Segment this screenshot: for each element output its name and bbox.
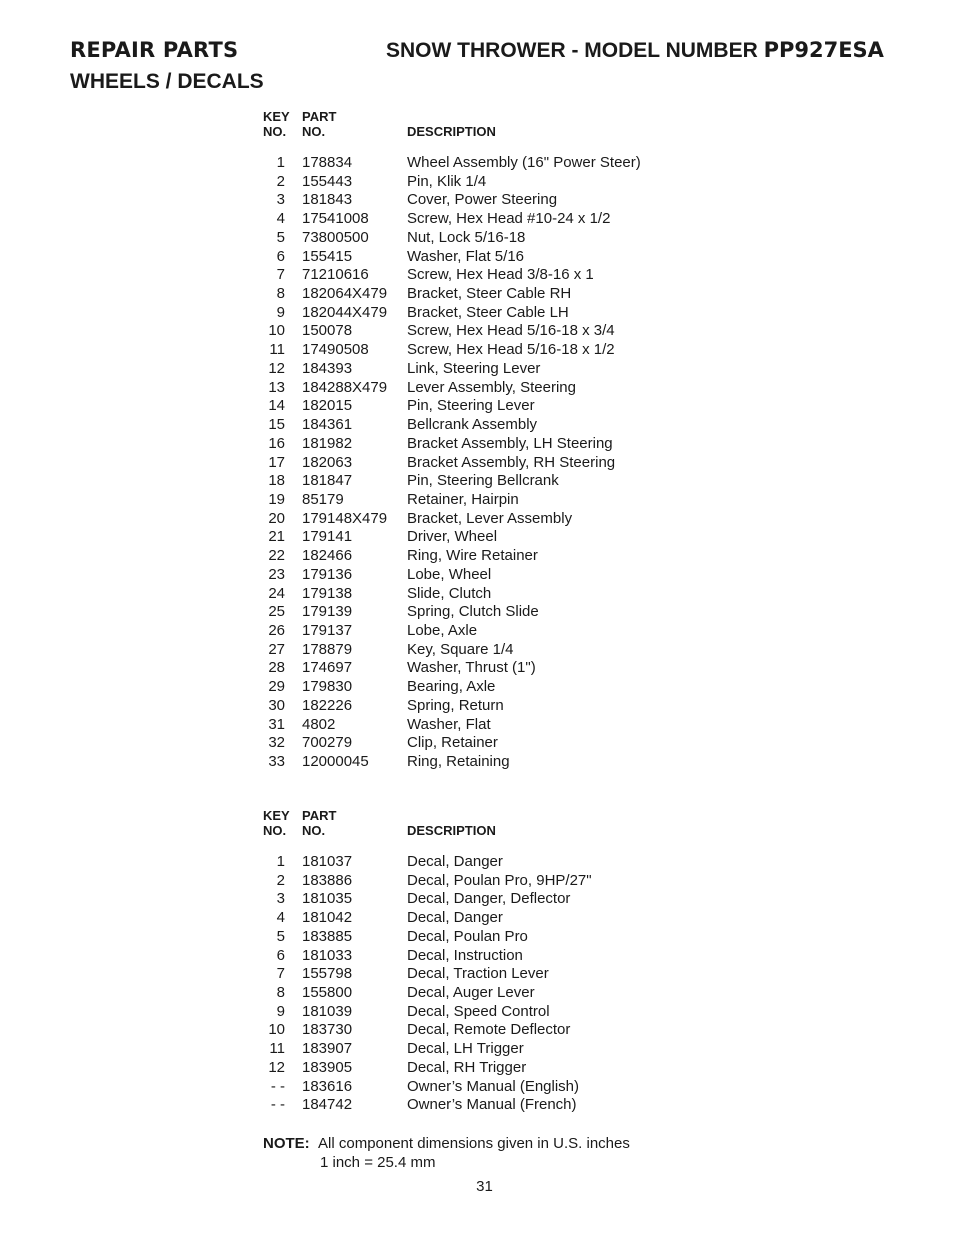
note-line-2: 1 inch = 25.4 mm <box>320 1154 436 1171</box>
part-description: Screw, Hex Head #10-24 x 1/2 <box>407 210 611 228</box>
key-number: 17 <box>268 453 285 471</box>
part-number: 182044X479 <box>302 303 388 321</box>
part-number: 181843 <box>302 191 353 209</box>
key-number: 30 <box>268 696 285 714</box>
key-number: 5 <box>276 927 285 945</box>
table-row <box>263 753 703 772</box>
key-number: 6 <box>276 946 285 964</box>
key-number: 22 <box>268 547 285 565</box>
part-number: 174697 <box>302 659 353 677</box>
part-number: 73800500 <box>302 228 369 246</box>
key-number: 4 <box>276 909 285 927</box>
decals-parts-table <box>263 808 703 1115</box>
part-number: 181982 <box>302 434 353 452</box>
part-description: Washer, Flat <box>407 715 491 733</box>
part-description: Decal, Danger <box>407 853 503 870</box>
key-number: 13 <box>268 378 285 396</box>
key-number: 12 <box>268 359 285 377</box>
part-description: Wheel Assembly (16" Power Steer) <box>407 154 641 171</box>
part-description: Lever Assembly, Steering <box>407 378 576 396</box>
page-number: 31 <box>476 1178 493 1195</box>
wheels-parts-table <box>263 109 703 772</box>
table-row <box>263 248 703 267</box>
part-description: Pin, Steering Bellcrank <box>407 472 559 490</box>
key-number: 8 <box>276 984 285 1002</box>
part-description: Bracket, Steer Cable LH <box>407 303 569 321</box>
table-row <box>263 965 703 984</box>
part-number: 182015 <box>302 397 353 415</box>
part-description: Cover, Power Steering <box>407 191 558 209</box>
table-row <box>263 622 703 641</box>
part-description: Clip, Retainer <box>407 734 498 752</box>
table-row <box>263 304 703 323</box>
key-number: 29 <box>268 678 285 696</box>
table-row <box>263 928 703 947</box>
decals-rows <box>263 853 703 1115</box>
key-number: 32 <box>268 734 285 752</box>
part-number: 183616 <box>302 1077 353 1095</box>
table-row <box>263 585 703 604</box>
part-number: 184393 <box>302 359 353 377</box>
key-number: 4 <box>276 210 285 228</box>
section-title: REPAIR PARTS <box>70 38 239 62</box>
part-description: Decal, LH Trigger <box>407 1040 524 1058</box>
key-number: 5 <box>276 228 285 246</box>
table-row <box>263 435 703 454</box>
key-header-line2: NO. <box>263 823 287 838</box>
part-no-header <box>302 109 362 139</box>
table-header <box>263 808 703 848</box>
key-number: - - <box>270 1096 285 1114</box>
part-description: Owner’s Manual (French) <box>407 1096 577 1114</box>
table-row <box>263 397 703 416</box>
table-row <box>263 229 703 248</box>
key-number: - - <box>270 1077 285 1095</box>
wheels-rows <box>263 154 703 772</box>
key-number: 1 <box>276 853 285 870</box>
note-label: NOTE: <box>263 1135 310 1152</box>
page-subtitle: WHEELS / DECALS <box>70 70 264 93</box>
part-description: Bearing, Axle <box>407 678 496 696</box>
key-number: 2 <box>276 871 285 889</box>
part-description: Decal, Danger, Deflector <box>407 890 571 908</box>
key-number: 14 <box>268 397 285 415</box>
part-description: Slide, Clutch <box>407 584 492 602</box>
table-row <box>263 266 703 285</box>
part-number: 155415 <box>302 247 353 265</box>
table-row <box>263 472 703 491</box>
key-number: 23 <box>268 565 285 583</box>
table-row <box>263 528 703 547</box>
part-number: 179141 <box>302 528 353 546</box>
key-number: 25 <box>268 603 285 621</box>
key-number: 9 <box>276 1002 285 1020</box>
part-description: Owner’s Manual (English) <box>407 1077 580 1095</box>
key-number: 26 <box>268 621 285 639</box>
model-number: PP927ESA <box>763 38 884 62</box>
part-number: 155798 <box>302 965 353 983</box>
key-number: 1 <box>276 154 285 171</box>
key-number: 2 <box>276 172 285 190</box>
part-number: 183886 <box>302 871 353 889</box>
part-description: Spring, Return <box>407 696 504 714</box>
table-row <box>263 947 703 966</box>
part-description: Screw, Hex Head 3/8-16 x 1 <box>407 266 594 284</box>
table-row <box>263 1096 703 1115</box>
part-number: 181037 <box>302 853 353 870</box>
part-description: Lobe, Axle <box>407 621 478 639</box>
part-description: Decal, Instruction <box>407 946 523 964</box>
key-number: 16 <box>268 434 285 452</box>
table-row <box>263 603 703 622</box>
table-row <box>263 360 703 379</box>
key-number: 19 <box>268 490 285 508</box>
part-description: Decal, Remote Deflector <box>407 1021 571 1039</box>
key-number: 3 <box>276 191 285 209</box>
part-description: Screw, Hex Head 5/16-18 x 1/2 <box>407 341 615 359</box>
key-number: 27 <box>268 640 285 658</box>
key-number: 8 <box>276 285 285 303</box>
description-header: DESCRIPTION <box>407 823 496 838</box>
table-row <box>263 154 703 173</box>
part-number: 183730 <box>302 1021 353 1039</box>
part-header-line2: NO. <box>302 124 326 139</box>
table-row <box>263 191 703 210</box>
part-description: Decal, Speed Control <box>407 1002 550 1020</box>
part-description: Driver, Wheel <box>407 528 498 546</box>
part-description: Ring, Wire Retainer <box>407 547 538 565</box>
part-description: Bracket Assembly, LH Steering <box>407 434 613 452</box>
table-row <box>263 984 703 1003</box>
part-number: 183905 <box>302 1058 353 1076</box>
part-number: 184288X479 <box>302 378 388 396</box>
table-row <box>263 491 703 510</box>
part-description: Link, Steering Lever <box>407 359 541 377</box>
part-number: 181847 <box>302 472 353 490</box>
table-row <box>263 678 703 697</box>
key-number: 24 <box>268 584 285 602</box>
part-number: 150078 <box>302 322 353 340</box>
key-number: 11 <box>269 341 285 359</box>
part-number: 182226 <box>302 696 353 714</box>
table-row <box>263 1059 703 1078</box>
table-row <box>263 872 703 891</box>
table-row <box>263 1040 703 1059</box>
table-row <box>263 659 703 678</box>
note-line-1 <box>263 1134 630 1153</box>
part-description: Washer, Thrust (1") <box>407 659 536 677</box>
part-number: 179136 <box>302 565 353 583</box>
part-description: Lobe, Wheel <box>407 565 492 583</box>
table-row <box>263 379 703 398</box>
part-description: Key, Square 1/4 <box>407 640 514 658</box>
table-row <box>263 697 703 716</box>
part-number: 155800 <box>302 984 353 1002</box>
part-number: 178879 <box>302 640 353 658</box>
part-description: Retainer, Hairpin <box>407 490 519 508</box>
part-number: 71210616 <box>302 266 369 284</box>
part-description: Bracket, Lever Assembly <box>407 509 573 527</box>
key-number: 31 <box>268 715 285 733</box>
key-header-line1: KEY <box>263 109 290 124</box>
part-number: 179830 <box>302 678 353 696</box>
part-number: 155443 <box>302 172 353 190</box>
table-row <box>263 890 703 909</box>
key-number: 20 <box>268 509 285 527</box>
key-no-header <box>263 808 299 838</box>
table-row <box>263 322 703 341</box>
table-row <box>263 909 703 928</box>
key-no-header <box>263 109 299 139</box>
table-row <box>263 641 703 660</box>
part-number: 181042 <box>302 909 353 927</box>
part-number: 12000045 <box>302 753 369 770</box>
key-number: 12 <box>268 1058 285 1076</box>
part-number: 184361 <box>302 416 353 434</box>
dimension-note <box>263 1134 630 1172</box>
part-number: 17490508 <box>302 341 369 359</box>
part-description: Decal, Traction Lever <box>407 965 549 983</box>
part-number: 181035 <box>302 890 353 908</box>
part-number: 181039 <box>302 1002 353 1020</box>
key-number: 7 <box>276 965 285 983</box>
key-header-line1: KEY <box>263 808 290 823</box>
table-row <box>263 1078 703 1097</box>
part-number: 700279 <box>302 734 353 752</box>
part-number: 179148X479 <box>302 509 388 527</box>
table-row <box>263 734 703 753</box>
part-number: 179138 <box>302 584 353 602</box>
table-row <box>263 173 703 192</box>
part-description: Bracket Assembly, RH Steering <box>407 453 616 471</box>
part-number: 181033 <box>302 946 353 964</box>
key-number: 7 <box>276 266 285 284</box>
part-description: Decal, Danger <box>407 909 503 927</box>
key-number: 3 <box>276 890 285 908</box>
part-number: 182466 <box>302 547 353 565</box>
key-number: 10 <box>268 322 285 340</box>
table-row <box>263 416 703 435</box>
part-number: 182063 <box>302 453 353 471</box>
part-number: 4802 <box>302 715 336 733</box>
key-number: 21 <box>268 528 285 546</box>
part-description: Decal, Poulan Pro, 9HP/27" <box>407 871 592 889</box>
key-header-line2: NO. <box>263 124 287 139</box>
key-number: 28 <box>268 659 285 677</box>
part-number: 85179 <box>302 490 344 508</box>
table-header <box>263 109 703 149</box>
table-row <box>263 1003 703 1022</box>
table-row <box>263 547 703 566</box>
part-description: Pin, Steering Lever <box>407 397 535 415</box>
key-number: 11 <box>269 1040 285 1058</box>
table-row <box>263 285 703 304</box>
part-description: Screw, Hex Head 5/16-18 x 3/4 <box>407 322 615 340</box>
table-row <box>263 1021 703 1040</box>
table-row <box>263 510 703 529</box>
key-number: 10 <box>268 1021 285 1039</box>
part-description: Bellcrank Assembly <box>407 416 538 434</box>
part-description: Nut, Lock 5/16-18 <box>407 228 526 246</box>
part-no-header <box>302 808 362 838</box>
part-number: 183907 <box>302 1040 353 1058</box>
title-prefix: SNOW THROWER - MODEL NUMBER <box>386 39 764 62</box>
part-number: 17541008 <box>302 210 369 228</box>
table-row <box>263 853 703 872</box>
key-number: 33 <box>268 753 285 770</box>
part-number: 179137 <box>302 621 353 639</box>
part-number: 182064X479 <box>302 285 388 303</box>
table-row <box>263 566 703 585</box>
part-number: 179139 <box>302 603 353 621</box>
key-number: 18 <box>268 472 285 490</box>
part-description: Spring, Clutch Slide <box>407 603 539 621</box>
part-description: Decal, Poulan Pro <box>407 927 528 945</box>
key-number: 6 <box>276 247 285 265</box>
key-number: 15 <box>268 416 285 434</box>
part-header-line1: PART <box>302 109 337 124</box>
table-row <box>263 341 703 360</box>
note-text-1: All component dimensions given in U.S. inches <box>318 1135 630 1152</box>
document-title <box>386 38 884 63</box>
part-description: Decal, RH Trigger <box>407 1058 527 1076</box>
part-description: Washer, Flat 5/16 <box>407 247 524 265</box>
description-header: DESCRIPTION <box>407 124 496 139</box>
table-row <box>263 210 703 229</box>
part-number: 178834 <box>302 154 353 171</box>
part-description: Bracket, Steer Cable RH <box>407 285 572 303</box>
part-header-line1: PART <box>302 808 337 823</box>
part-header-line2: NO. <box>302 823 326 838</box>
part-description: Decal, Auger Lever <box>407 984 535 1002</box>
part-description: Pin, Klik 1/4 <box>407 172 487 190</box>
part-number: 184742 <box>302 1096 353 1114</box>
table-row <box>263 454 703 473</box>
key-number: 9 <box>276 303 285 321</box>
part-number: 183885 <box>302 927 353 945</box>
table-row <box>263 716 703 735</box>
part-description: Ring, Retaining <box>407 753 510 770</box>
